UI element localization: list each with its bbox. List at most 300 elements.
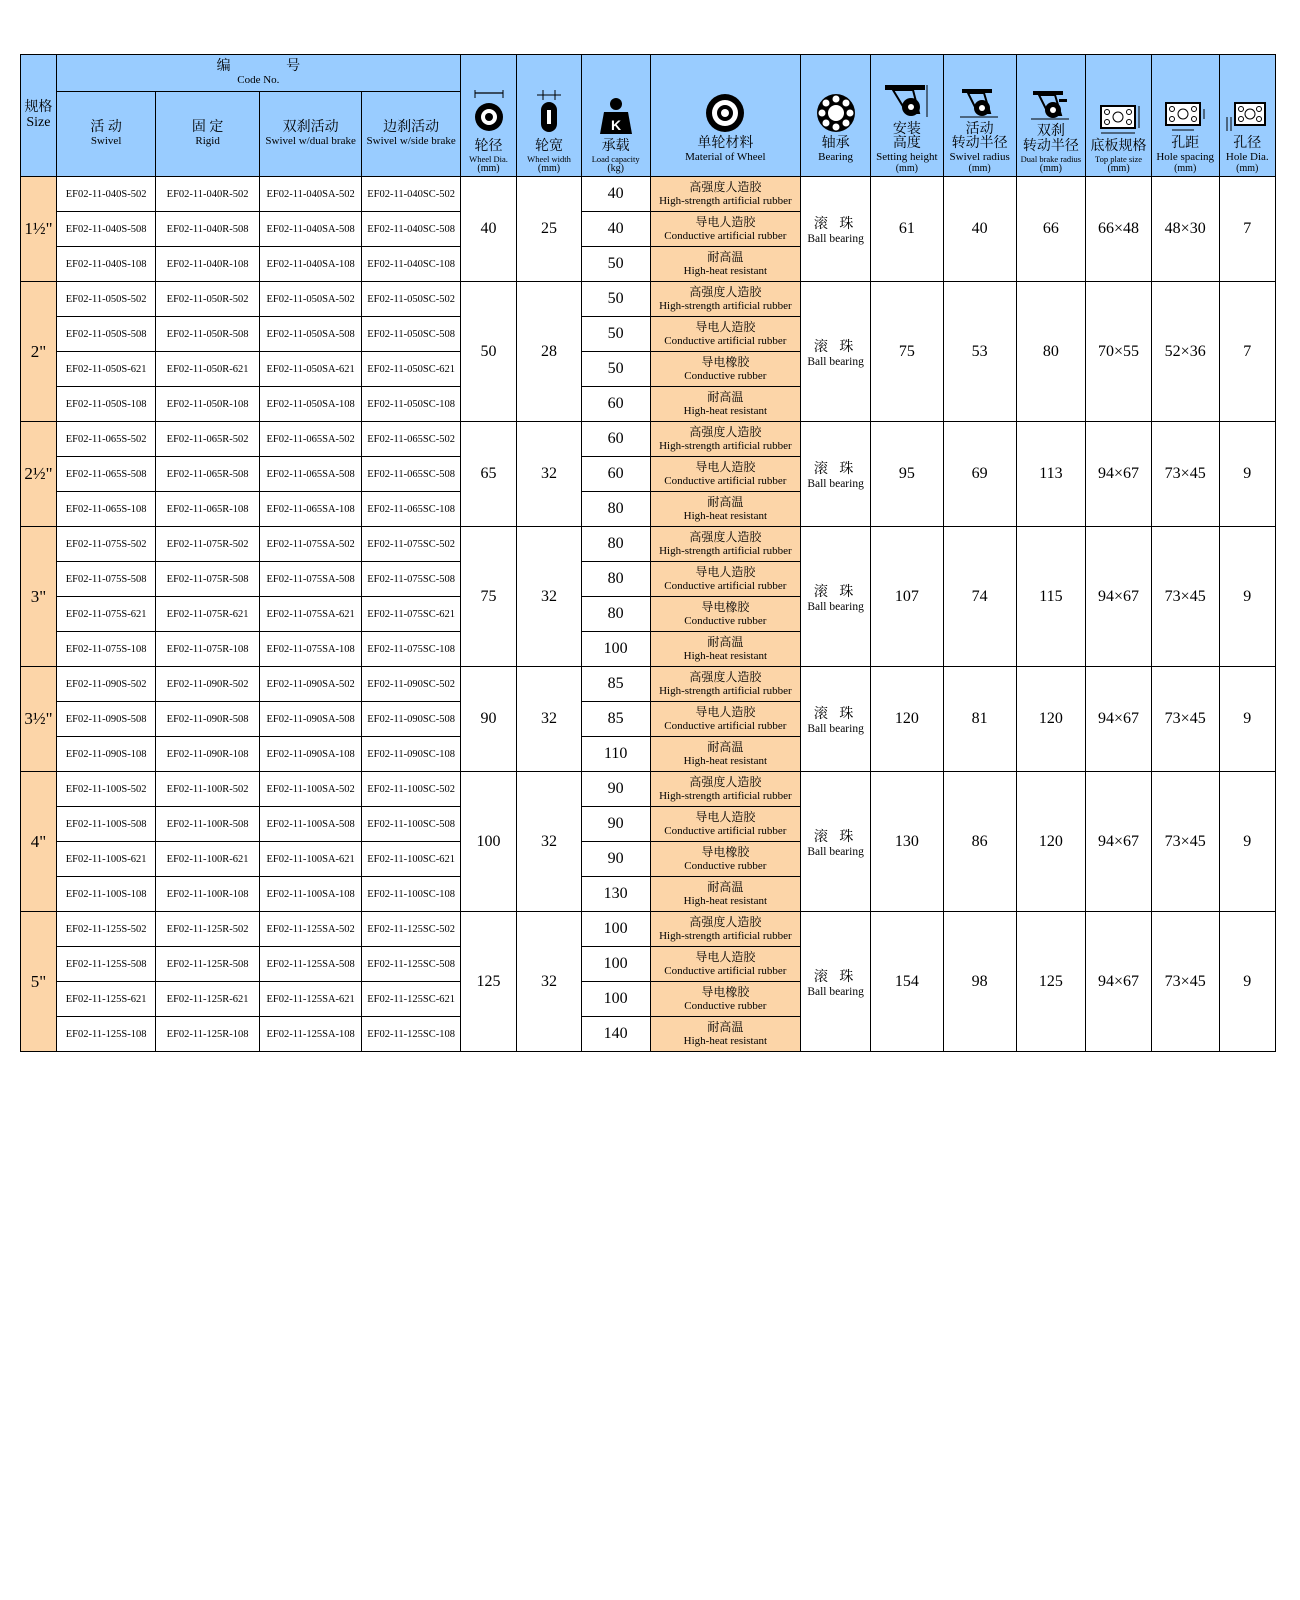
load-cell: 50 <box>581 352 650 387</box>
swivel-code: EF02-11-125S-621 <box>56 982 155 1017</box>
load-cell: 140 <box>581 1017 650 1052</box>
material-en: High-strength artificial rubber <box>659 194 792 207</box>
table-row <box>21 177 1276 212</box>
side-brake-code: EF02-11-090SC-508 <box>362 702 460 737</box>
bearing-cn: 滚 珠 <box>813 584 858 600</box>
material-en: Conductive artificial rubber <box>664 719 787 732</box>
hole-spacing-cell: 52×36 <box>1151 282 1219 422</box>
swivel-code: EF02-11-065S-508 <box>56 457 155 492</box>
material-cn: 高强度人造胶 <box>689 425 762 440</box>
header-dual-radius-en: Dual brake radius <box>1020 153 1082 164</box>
hole-spacing-cell: 73×45 <box>1151 422 1219 527</box>
header-swivel-radius-unit: (mm) <box>968 162 991 174</box>
wheel-width-cell: 32 <box>517 422 582 527</box>
side-brake-code: EF02-11-065SC-508 <box>362 457 460 492</box>
material-cell <box>650 597 801 632</box>
header-dual-radius-cn1: 双刹 <box>1036 124 1065 140</box>
material-en: High-strength artificial rubber <box>659 544 792 557</box>
dual-brake-code: EF02-11-050SA-508 <box>259 317 362 352</box>
material-cn: 导电人造胶 <box>695 810 756 825</box>
caster-height-icon <box>883 83 931 119</box>
header-code-en: Code No. <box>237 73 280 86</box>
load-cell: 130 <box>581 877 650 912</box>
header-dual-radius-cn2: 转动半径 <box>1022 138 1079 154</box>
material-cn: 导电橡胶 <box>701 985 750 1000</box>
dual-brake-code: EF02-11-075SA-502 <box>259 527 362 562</box>
swivel-code: EF02-11-075S-621 <box>56 597 155 632</box>
load-cell: 90 <box>581 842 650 877</box>
dual-brake-code: EF02-11-050SA-621 <box>259 352 362 387</box>
material-cn: 耐高温 <box>707 635 744 650</box>
swivel-code: EF02-11-100S-108 <box>56 877 155 912</box>
size-cell: 3½" <box>21 667 57 772</box>
swivel-code: EF02-11-065S-108 <box>56 492 155 527</box>
hole-dia-cell: 9 <box>1219 667 1275 772</box>
material-cell <box>650 387 801 422</box>
material-cn: 导电人造胶 <box>695 320 756 335</box>
bearing-cell <box>801 177 871 282</box>
dual-brake-code: EF02-11-075SA-108 <box>259 632 362 667</box>
side-brake-code: EF02-11-075SC-108 <box>362 632 460 667</box>
dual-brake-code: EF02-11-040SA-508 <box>259 212 362 247</box>
top-plate-icon <box>1095 102 1143 136</box>
rigid-code: EF02-11-100R-508 <box>156 807 260 842</box>
material-cn: 导电人造胶 <box>695 565 756 580</box>
dual-radius-cell: 66 <box>1016 177 1086 282</box>
dual-brake-code: EF02-11-125SA-621 <box>259 982 362 1017</box>
material-en: Conductive artificial rubber <box>664 334 787 347</box>
material-cn: 导电人造胶 <box>695 705 756 720</box>
header-swivel-radius <box>943 55 1016 177</box>
top-plate-cell: 94×67 <box>1086 772 1152 912</box>
swivel-code: EF02-11-050S-108 <box>56 387 155 422</box>
header-rigid-cn: 固 定 <box>191 119 224 135</box>
swivel-code: EF02-11-050S-508 <box>56 317 155 352</box>
header-hole-dia-cn: 孔径 <box>1233 136 1262 152</box>
header-load <box>581 55 650 177</box>
header-wheel-width <box>517 55 582 177</box>
material-cn: 导电人造胶 <box>695 215 756 230</box>
bearing-cell <box>801 422 871 527</box>
swivel-code: EF02-11-125S-502 <box>56 912 155 947</box>
svg-text:K: K <box>610 116 621 133</box>
bearing-cn: 滚 珠 <box>813 462 858 477</box>
setting-height-cell: 107 <box>870 527 943 667</box>
header-hole-spacing <box>1151 55 1219 177</box>
material-en: High-strength artificial rubber <box>659 929 792 942</box>
material-en: High-heat resistant <box>683 649 768 662</box>
material-en: Conductive rubber <box>684 859 767 872</box>
side-brake-code: EF02-11-040SC-502 <box>362 177 460 212</box>
material-cn: 导电橡胶 <box>701 600 750 615</box>
header-setting-height-cn1: 安装 <box>892 121 921 137</box>
rigid-code: EF02-11-100R-621 <box>156 842 260 877</box>
header-top-plate <box>1086 55 1152 177</box>
bearing-cell <box>801 912 871 1052</box>
side-brake-code: EF02-11-125SC-621 <box>362 982 460 1017</box>
side-brake-code: EF02-11-075SC-508 <box>362 562 460 597</box>
bearing-en: Ball bearing <box>807 985 864 998</box>
dual-brake-code: EF02-11-100SA-508 <box>259 807 362 842</box>
material-en: High-heat resistant <box>683 1034 768 1047</box>
material-cell <box>650 842 801 877</box>
material-cn: 耐高温 <box>707 390 744 405</box>
load-cell: 100 <box>581 912 650 947</box>
dual-brake-code: EF02-11-100SA-502 <box>259 772 362 807</box>
header-hole-dia-en: Hole Dia. <box>1225 150 1269 163</box>
material-cell <box>650 982 801 1017</box>
bearing-cn: 滚 珠 <box>813 707 858 722</box>
caster-swivel-icon <box>958 87 1002 119</box>
material-cell <box>650 212 801 247</box>
material-cn: 耐高温 <box>707 880 744 895</box>
material-en: Conductive artificial rubber <box>664 579 787 592</box>
header-dual-radius <box>1016 55 1086 177</box>
side-brake-code: EF02-11-090SC-502 <box>362 667 460 702</box>
hole-spacing-cell: 73×45 <box>1151 912 1219 1052</box>
dual-brake-code: EF02-11-075SA-621 <box>259 597 362 632</box>
side-brake-code: EF02-11-090SC-108 <box>362 737 460 772</box>
header-load-en: Load capacity <box>591 153 640 164</box>
header-code-cn: 编 号 <box>216 58 327 74</box>
bearing-en: Ball bearing <box>807 478 864 490</box>
material-cn: 高强度人造胶 <box>689 530 762 545</box>
material-cn: 导电橡胶 <box>701 845 750 860</box>
material-cell <box>650 282 801 317</box>
load-cell: 100 <box>581 947 650 982</box>
hole-dia-icon <box>1225 99 1269 133</box>
setting-height-cell: 61 <box>870 177 943 282</box>
swivel-radius-cell: 74 <box>943 527 1016 667</box>
table-row <box>21 667 1276 702</box>
material-cell <box>650 177 801 212</box>
swivel-code: EF02-11-125S-108 <box>56 1017 155 1052</box>
rigid-code: EF02-11-075R-621 <box>156 597 260 632</box>
swivel-code: EF02-11-100S-621 <box>56 842 155 877</box>
side-brake-code: EF02-11-100SC-621 <box>362 842 460 877</box>
swivel-code: EF02-11-090S-508 <box>56 702 155 737</box>
header-side-brake-en: Swivel w/side brake <box>366 134 456 147</box>
load-cell: 60 <box>581 422 650 457</box>
wheel-width-cell: 32 <box>517 527 582 667</box>
side-brake-code: EF02-11-125SC-108 <box>362 1017 460 1052</box>
material-cell <box>650 422 801 457</box>
swivel-radius-cell: 86 <box>943 772 1016 912</box>
dual-brake-code: EF02-11-050SA-502 <box>259 282 362 317</box>
side-brake-code: EF02-11-065SC-502 <box>362 422 460 457</box>
material-cell <box>650 527 801 562</box>
swivel-code: EF02-11-125S-508 <box>56 947 155 982</box>
bearing-cn: 滚 珠 <box>813 829 858 845</box>
hole-dia-cell: 9 <box>1219 912 1275 1052</box>
dual-radius-cell: 80 <box>1016 282 1086 422</box>
spec-table-body <box>21 177 1276 1052</box>
table-row <box>21 912 1276 947</box>
swivel-radius-cell: 69 <box>943 422 1016 527</box>
header-hole-spacing-cn: 孔距 <box>1171 136 1200 152</box>
load-cell: 50 <box>581 282 650 317</box>
header-setting-height-en: Setting height <box>876 150 938 163</box>
material-cn: 高强度人造胶 <box>689 180 762 195</box>
side-brake-code: EF02-11-040SC-108 <box>362 247 460 282</box>
header-top-plate-unit: (mm) <box>1107 162 1130 174</box>
material-cell <box>650 702 801 737</box>
material-en: High-strength artificial rubber <box>659 439 792 452</box>
bearing-en: Ball bearing <box>807 600 864 613</box>
side-brake-code: EF02-11-050SC-508 <box>362 317 460 352</box>
bearing-cn: 滚 珠 <box>813 969 858 985</box>
swivel-code: EF02-11-090S-108 <box>56 737 155 772</box>
dual-radius-cell: 125 <box>1016 912 1086 1052</box>
hole-spacing-cell: 73×45 <box>1151 772 1219 912</box>
material-cn: 耐高温 <box>707 250 744 265</box>
side-brake-code: EF02-11-050SC-502 <box>362 282 460 317</box>
header-swivel-en: Swivel <box>90 134 122 147</box>
header-size-cn: 规格 <box>24 99 53 115</box>
bearing-cell <box>801 282 871 422</box>
rigid-code: EF02-11-075R-508 <box>156 562 260 597</box>
header-hole-spacing-unit: (mm) <box>1174 162 1197 174</box>
header-hole-spacing-en: Hole spacing <box>1156 150 1215 163</box>
wheel-width-icon <box>532 90 566 136</box>
material-cell <box>650 247 801 282</box>
side-brake-code: EF02-11-100SC-502 <box>362 772 460 807</box>
load-cell: 60 <box>581 457 650 492</box>
table-row <box>21 422 1276 457</box>
size-cell: 1½" <box>21 177 57 282</box>
side-brake-code: EF02-11-050SC-108 <box>362 387 460 422</box>
swivel-code: EF02-11-100S-508 <box>56 807 155 842</box>
material-cn: 导电人造胶 <box>695 460 756 475</box>
header-swivel <box>56 92 155 177</box>
dual-brake-code: EF02-11-100SA-108 <box>259 877 362 912</box>
top-plate-cell: 94×67 <box>1086 667 1152 772</box>
size-cell: 5" <box>21 912 57 1052</box>
material-en: High-strength artificial rubber <box>659 299 792 312</box>
rigid-code: EF02-11-100R-502 <box>156 772 260 807</box>
rigid-code: EF02-11-125R-508 <box>156 947 260 982</box>
side-brake-code: EF02-11-065SC-108 <box>362 492 460 527</box>
wheel-dia-cell: 100 <box>460 772 516 912</box>
swivel-code: EF02-11-075S-502 <box>56 527 155 562</box>
rigid-code: EF02-11-050R-108 <box>156 387 260 422</box>
table-row <box>21 772 1276 807</box>
material-cell <box>650 877 801 912</box>
swivel-code: EF02-11-040S-508 <box>56 212 155 247</box>
rigid-code: EF02-11-040R-508 <box>156 212 260 247</box>
header-material-cn: 单轮材料 <box>697 136 754 152</box>
header-side-brake <box>362 92 460 177</box>
top-plate-cell: 66×48 <box>1086 177 1152 282</box>
wheel-dia-cell: 40 <box>460 177 516 282</box>
load-cell: 110 <box>581 737 650 772</box>
material-cn: 耐高温 <box>707 740 744 755</box>
side-brake-code: EF02-11-100SC-108 <box>362 877 460 912</box>
top-plate-cell: 70×55 <box>1086 282 1152 422</box>
header-setting-height-unit: (mm) <box>895 162 918 174</box>
rigid-code: EF02-11-125R-621 <box>156 982 260 1017</box>
header-wheel-width-en: Wheel width <box>527 153 571 164</box>
wheel-width-cell: 32 <box>517 772 582 912</box>
dual-brake-code: EF02-11-125SA-508 <box>259 947 362 982</box>
material-en: Conductive rubber <box>684 614 767 627</box>
size-cell: 2½" <box>21 422 57 527</box>
material-cell <box>650 947 801 982</box>
header-load-cn: 承载 <box>601 138 630 154</box>
material-en: High-heat resistant <box>683 894 768 907</box>
bearing-cn: 滚 珠 <box>813 217 858 232</box>
rigid-code: EF02-11-050R-508 <box>156 317 260 352</box>
header-hole-dia-unit: (mm) <box>1236 162 1259 174</box>
dual-brake-code: EF02-11-090SA-502 <box>259 667 362 702</box>
header-swivel-radius-cn1: 活动 <box>965 121 994 137</box>
caster-brake-icon <box>1029 89 1073 121</box>
table-row <box>21 527 1276 562</box>
swivel-code: EF02-11-075S-508 <box>56 562 155 597</box>
load-cell: 50 <box>581 317 650 352</box>
wheel-diameter-icon <box>472 90 506 136</box>
dual-brake-code: EF02-11-090SA-508 <box>259 702 362 737</box>
material-cell <box>650 457 801 492</box>
dual-brake-code: EF02-11-075SA-508 <box>259 562 362 597</box>
side-brake-code: EF02-11-075SC-621 <box>362 597 460 632</box>
header-wheel-width-cn: 轮宽 <box>535 138 564 154</box>
rigid-code: EF02-11-050R-621 <box>156 352 260 387</box>
hole-dia-cell: 7 <box>1219 282 1275 422</box>
header-dual-brake <box>259 92 362 177</box>
swivel-radius-cell: 53 <box>943 282 1016 422</box>
material-cell <box>650 807 801 842</box>
header-top-plate-en: Top plate size <box>1095 153 1143 164</box>
header-load-unit: (kg) <box>607 162 624 174</box>
material-en: High-heat resistant <box>683 404 768 417</box>
hole-spacing-cell: 73×45 <box>1151 527 1219 667</box>
material-cell <box>650 562 801 597</box>
top-plate-cell: 94×67 <box>1086 527 1152 667</box>
side-brake-code: EF02-11-125SC-508 <box>362 947 460 982</box>
material-en: High-heat resistant <box>683 754 768 767</box>
dual-brake-code: EF02-11-065SA-108 <box>259 492 362 527</box>
dual-radius-cell: 120 <box>1016 667 1086 772</box>
side-brake-code: EF02-11-100SC-508 <box>362 807 460 842</box>
load-cell: 60 <box>581 387 650 422</box>
rigid-code: EF02-11-075R-502 <box>156 527 260 562</box>
material-cell <box>650 317 801 352</box>
bearing-en: Ball bearing <box>807 845 864 858</box>
caster-spec-table <box>20 54 1276 1052</box>
side-brake-code: EF02-11-040SC-508 <box>362 212 460 247</box>
side-brake-code: EF02-11-125SC-502 <box>362 912 460 947</box>
dual-brake-code: EF02-11-125SA-108 <box>259 1017 362 1052</box>
material-cn: 耐高温 <box>707 1020 744 1035</box>
header-setting-height-cn2: 高度 <box>892 136 921 152</box>
wheel-dia-cell: 90 <box>460 667 516 772</box>
wheel-width-cell: 25 <box>517 177 582 282</box>
dual-brake-code: EF02-11-100SA-621 <box>259 842 362 877</box>
dual-brake-code: EF02-11-050SA-108 <box>259 387 362 422</box>
load-cell: 40 <box>581 177 650 212</box>
header-wheel-dia-en: Wheel Dia. <box>469 153 508 164</box>
weight-icon <box>599 96 633 136</box>
rigid-code: EF02-11-090R-508 <box>156 702 260 737</box>
rigid-code: EF02-11-065R-508 <box>156 457 260 492</box>
bearing-cell <box>801 527 871 667</box>
header-wheel-dia-unit: (mm) <box>477 162 500 174</box>
load-cell: 100 <box>581 982 650 1017</box>
header-rigid-en: Rigid <box>195 134 220 147</box>
wheel-width-cell: 28 <box>517 282 582 422</box>
swivel-radius-cell: 98 <box>943 912 1016 1052</box>
header-bearing-cn: 轴承 <box>821 136 850 152</box>
header-setting-height <box>870 55 943 177</box>
load-cell: 90 <box>581 807 650 842</box>
swivel-code: EF02-11-075S-108 <box>56 632 155 667</box>
dual-radius-cell: 115 <box>1016 527 1086 667</box>
rigid-code: EF02-11-065R-502 <box>156 422 260 457</box>
size-cell: 4" <box>21 772 57 912</box>
load-cell: 80 <box>581 597 650 632</box>
swivel-radius-cell: 40 <box>943 177 1016 282</box>
material-en: High-strength artificial rubber <box>659 789 792 802</box>
dual-brake-code: EF02-11-065SA-502 <box>259 422 362 457</box>
rigid-code: EF02-11-050R-502 <box>156 282 260 317</box>
size-cell: 2" <box>21 282 57 422</box>
header-code-no <box>56 55 460 92</box>
material-en: Conductive artificial rubber <box>664 474 787 487</box>
side-brake-code: EF02-11-075SC-502 <box>362 527 460 562</box>
header-top-plate-cn: 底板规格 <box>1090 138 1147 154</box>
wheel-dia-cell: 75 <box>460 527 516 667</box>
setting-height-cell: 130 <box>870 772 943 912</box>
swivel-code: EF02-11-040S-108 <box>56 247 155 282</box>
rigid-code: EF02-11-065R-108 <box>156 492 260 527</box>
wheel-dia-cell: 65 <box>460 422 516 527</box>
setting-height-cell: 75 <box>870 282 943 422</box>
material-cn: 导电人造胶 <box>695 950 756 965</box>
hole-dia-cell: 7 <box>1219 177 1275 282</box>
header-dual-brake-cn: 双刹活动 <box>282 119 339 135</box>
hole-dia-cell: 9 <box>1219 527 1275 667</box>
load-cell: 80 <box>581 492 650 527</box>
wheel-width-cell: 32 <box>517 667 582 772</box>
load-cell: 85 <box>581 667 650 702</box>
material-cn: 导电橡胶 <box>701 355 750 370</box>
bearing-en: Ball bearing <box>807 723 864 735</box>
dual-brake-code: EF02-11-090SA-108 <box>259 737 362 772</box>
top-plate-cell: 94×67 <box>1086 912 1152 1052</box>
material-en: Conductive rubber <box>684 999 767 1012</box>
header-hole-dia <box>1219 55 1275 177</box>
rigid-code: EF02-11-040R-108 <box>156 247 260 282</box>
material-en: High-heat resistant <box>683 509 768 522</box>
hole-dia-cell: 9 <box>1219 422 1275 527</box>
material-cell <box>650 1017 801 1052</box>
dual-brake-code: EF02-11-040SA-108 <box>259 247 362 282</box>
setting-height-cell: 120 <box>870 667 943 772</box>
rigid-code: EF02-11-040R-502 <box>156 177 260 212</box>
wheel-width-cell: 32 <box>517 912 582 1052</box>
material-cell <box>650 352 801 387</box>
bearing-cell <box>801 772 871 912</box>
header-material-en: Material of Wheel <box>685 150 766 163</box>
swivel-code: EF02-11-040S-502 <box>56 177 155 212</box>
header-wheel-width-unit: (mm) <box>537 162 561 174</box>
rigid-code: EF02-11-100R-108 <box>156 877 260 912</box>
header-bearing <box>801 55 871 177</box>
header-bearing-en: Bearing <box>818 150 853 163</box>
header-swivel-radius-en: Swivel radius <box>949 150 1010 163</box>
material-en: High-heat resistant <box>683 264 768 277</box>
